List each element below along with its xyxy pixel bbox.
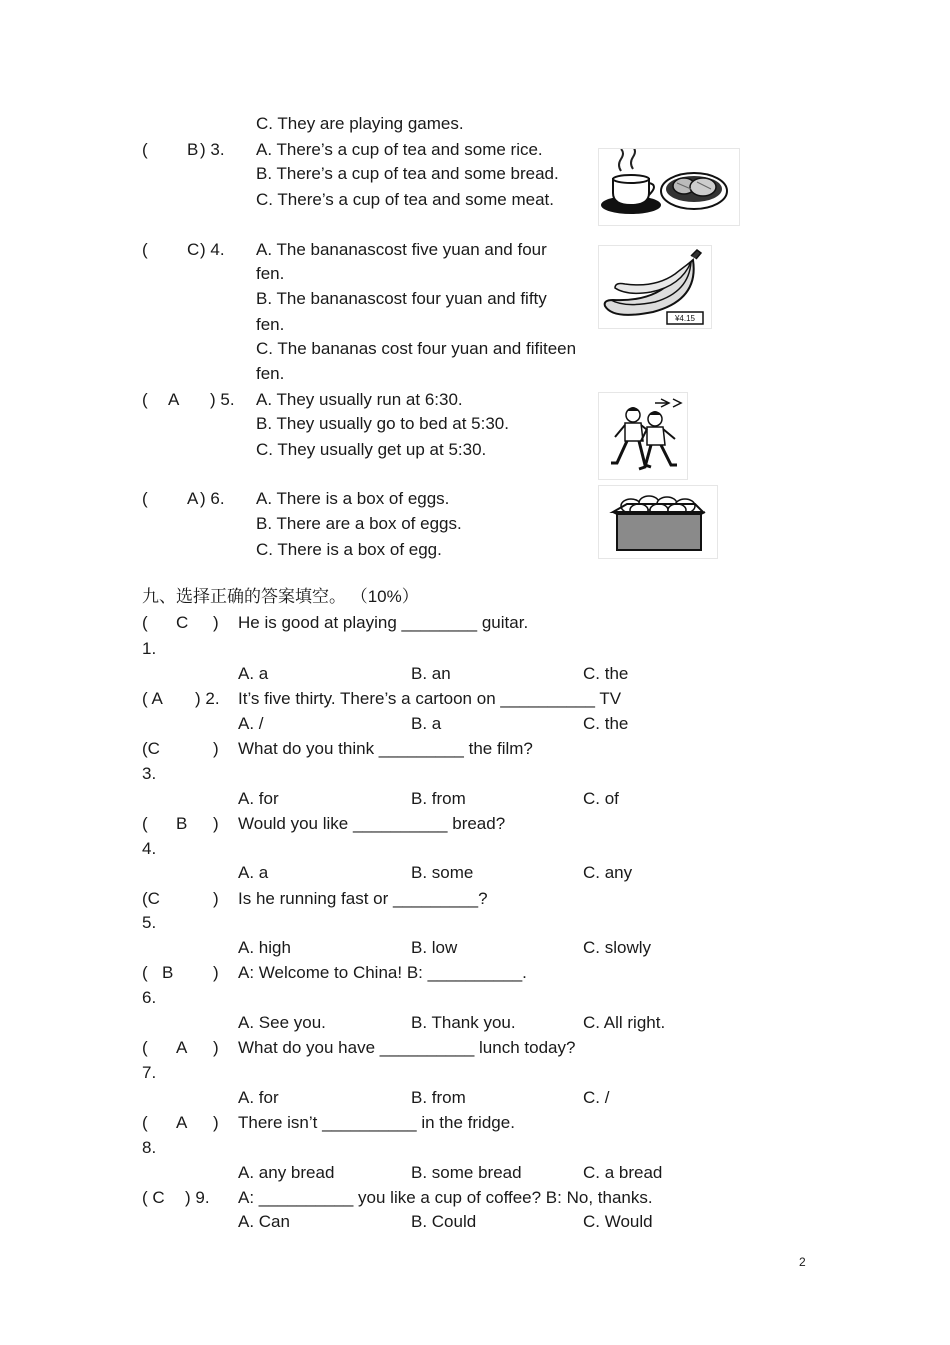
p9-q5-number: 5. [142, 913, 157, 932]
p9-q6-answer: B [162, 963, 174, 982]
p9-q1-close: ) [213, 613, 219, 632]
p9-q7-option-a: A. for [238, 1088, 279, 1107]
p9-q6-stem: A: Welcome to China! B: __________. [238, 963, 527, 982]
p9-q1-number: 1. [142, 639, 157, 658]
p9-q9-stem: A: __________ you like a cup of coffee? B: No, thanks. [238, 1188, 653, 1207]
p9-q2-option-c: C. the [583, 714, 629, 733]
q6-option-b: B. There are a box of eggs. [256, 514, 462, 533]
p9-q2-close: ) 2. [195, 689, 220, 708]
q3-number: ) 3. [200, 140, 225, 159]
q4-paren: ( [142, 240, 148, 259]
p9-q4-option-a: A. a [238, 863, 269, 882]
q3-option-a: A. There’s a cup of tea and some rice. [256, 140, 543, 159]
p9-q5-option-a: A. high [238, 938, 291, 957]
p9-q4-paren: ( [142, 814, 148, 833]
p9-q1-stem: He is good at playing ________ guitar. [238, 613, 529, 632]
p9-q6-number: 6. [142, 988, 157, 1007]
q6-number: ) 6. [200, 489, 225, 508]
p9-q2-paren: ( A [142, 689, 163, 708]
boys-running-icon [598, 392, 688, 480]
p9-q4-number: 4. [142, 839, 157, 858]
q4-answer: C [187, 240, 200, 259]
q6-option-c: C. There is a box of egg. [256, 540, 442, 559]
p9-q3-close: ) [213, 739, 219, 758]
p9-q5-option-c: C. slowly [583, 938, 652, 957]
section-heading: 九、选择正确的答案填空。 （10%） [142, 587, 419, 606]
p9-q4-close: ) [213, 814, 219, 833]
p9-q8-number: 8. [142, 1138, 157, 1157]
p9-q6-option-b: B. Thank you. [411, 1013, 516, 1032]
p9-q1-option-a: A. a [238, 664, 269, 683]
p9-q8-option-b: B. some bread [411, 1163, 522, 1182]
p9-q9-paren: ( C [142, 1188, 165, 1207]
p9-q5-close: ) [213, 889, 219, 908]
q5-option-a: A. They usually run at 6:30. [256, 390, 463, 409]
p9-q8-stem: There isn’t __________ in the fridge. [238, 1113, 515, 1132]
p9-q7-option-c: C. / [583, 1088, 610, 1107]
price-tag: ¥4.15 [674, 314, 696, 323]
p9-q2-stem: It’s five thirty. There’s a cartoon on __________ TV [238, 689, 622, 708]
p9-q8-option-a: A. any bread [238, 1163, 335, 1182]
p9-q6-option-a: A. See you. [238, 1013, 326, 1032]
p9-q6-close: ) [213, 963, 219, 982]
p9-q2-option-a: A. / [238, 714, 264, 733]
p9-q7-option-b: B. from [411, 1088, 466, 1107]
q5-paren: ( [142, 390, 148, 409]
p9-q3-option-c: C. of [583, 789, 619, 808]
q2-option-c: C. They are playing games. [256, 114, 464, 133]
tea-and-bread-icon [598, 148, 740, 226]
p9-q3-number: 3. [142, 764, 157, 783]
p9-q7-close: ) [213, 1038, 219, 1057]
p9-q9-option-a: A. Can [238, 1212, 290, 1231]
q5-number: ) 5. [210, 390, 235, 409]
p9-q5-paren: (C [142, 889, 160, 908]
p9-q3-option-a: A. for [238, 789, 279, 808]
p9-q4-option-c: C. any [583, 863, 633, 882]
p9-q7-paren: ( [142, 1038, 148, 1057]
q6-answer: A [187, 489, 199, 508]
p9-q1-answer: C [176, 613, 189, 632]
p9-q7-number: 7. [142, 1063, 157, 1082]
q4-option-c: C. The bananas cost four yuan and fifiteen [256, 339, 577, 358]
p9-q9-option-c: C. Would [583, 1212, 653, 1231]
q5-answer: A [168, 390, 180, 409]
p9-q4-stem: Would you like __________ bread? [238, 814, 506, 833]
p9-q4-option-b: B. some [411, 863, 474, 882]
p9-q9-option-b: B. Could [411, 1212, 477, 1231]
q4-option-a: A. The bananascost five yuan and four [256, 240, 547, 259]
q3-option-b: B. There’s a cup of tea and some bread. [256, 164, 559, 183]
q4-option-a-cont: fen. [256, 264, 285, 283]
q3-paren: ( [142, 140, 148, 159]
q4-option-b: B. The bananascost four yuan and fifty [256, 289, 547, 308]
p9-q4-answer: B [176, 814, 188, 833]
p9-q9-close: ) 9. [185, 1188, 210, 1207]
p9-q8-paren: ( [142, 1113, 148, 1132]
bananas-icon [598, 245, 712, 329]
p9-q1-paren: ( [142, 613, 148, 632]
p9-q1-option-c: C. the [583, 664, 629, 683]
p9-q7-stem: What do you have __________ lunch today? [238, 1038, 576, 1057]
p9-q8-close: ) [213, 1113, 219, 1132]
q3-option-c: C. There’s a cup of tea and some meat. [256, 190, 554, 209]
q5-option-b: B. They usually go to bed at 5:30. [256, 414, 509, 433]
q4-option-b-cont: fen. [256, 315, 285, 334]
q5-option-c: C. They usually get up at 5:30. [256, 440, 487, 459]
p9-q5-option-b: B. low [411, 938, 458, 957]
p9-q7-answer: A [176, 1038, 188, 1057]
p9-q2-option-b: B. a [411, 714, 442, 733]
p9-q3-stem: What do you think _________ the film? [238, 739, 533, 758]
p9-q1-option-b: B. an [411, 664, 451, 683]
q6-option-a: A. There is a box of eggs. [256, 489, 450, 508]
q4-option-c-cont: fen. [256, 364, 285, 383]
p9-q6-option-c: C. All right. [583, 1013, 666, 1032]
p9-q8-answer: A [176, 1113, 188, 1132]
p9-q5-stem: Is he running fast or _________? [238, 889, 488, 908]
p9-q8-option-c: C. a bread [583, 1163, 663, 1182]
p9-q6-paren: ( [142, 963, 148, 982]
p9-q3-paren: (C [142, 739, 160, 758]
p9-q3-option-b: B. from [411, 789, 466, 808]
q6-paren: ( [142, 489, 148, 508]
box-of-eggs-icon [598, 485, 718, 559]
page-number: 2 [799, 1255, 806, 1269]
q4-number: ) 4. [200, 240, 225, 259]
q3-answer: B [187, 140, 199, 159]
